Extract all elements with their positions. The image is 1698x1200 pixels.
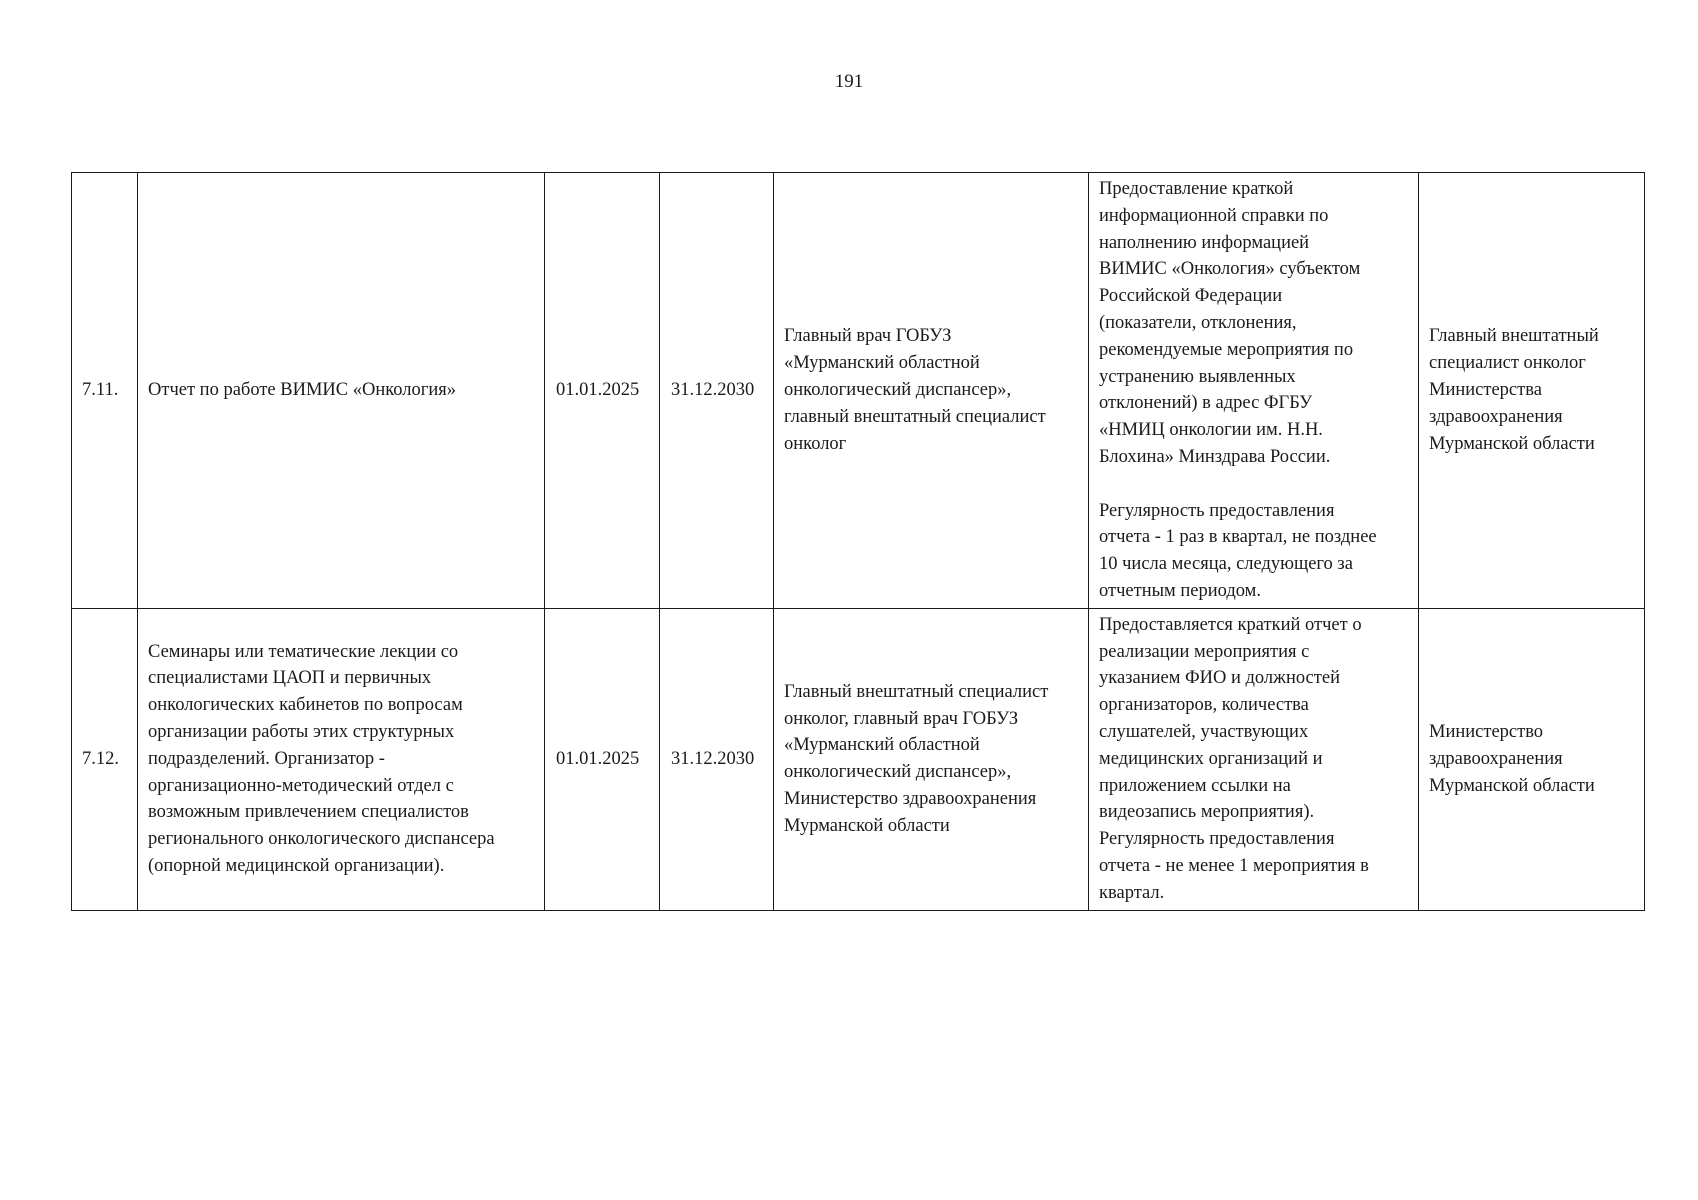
- responsible-executor: Главный врач ГОБУЗ «Мурманский областной онкологический диспансер», главный внештатный специалист онколог: [774, 173, 1089, 609]
- end-date: 31.12.2030: [660, 608, 774, 910]
- table-row: [72, 173, 1645, 609]
- table-row: [72, 608, 1645, 910]
- end-date: 31.12.2030: [660, 173, 774, 609]
- item-name: Отчет по работе ВИМИС «Онкология»: [138, 173, 545, 609]
- action-plan-table: [71, 172, 1645, 911]
- expected-result: Предоставляется краткий отчет о реализации мероприятия с указанием ФИО и должностей организаторов, количества слушателей, участвующих медицинских организаций и приложением ссылки на видеозапись мероприятия). Регулярность предоставления отчета - не менее 1 мероприятия в квартал.: [1089, 608, 1419, 910]
- responsible-executor: Главный внештатный специалист онколог, главный врач ГОБУЗ «Мурманский областной онкологический диспансер», Министерство здравоохранения Мурманской области: [774, 608, 1089, 910]
- controller: Министерство здравоохранения Мурманской области: [1419, 608, 1645, 910]
- item-name: Семинары или тематические лекции со специалистами ЦАОП и первичных онкологических кабинетов по вопросам организации работы этих структурных подразделений. Организатор - организационно-методический отдел с возможным привлечением специалистов регионального онкологического диспансера (опорной медицинской организации).: [138, 608, 545, 910]
- start-date: 01.01.2025: [545, 608, 660, 910]
- controller: Главный внештатный специалист онколог Министерства здравоохранения Мурманской области: [1419, 173, 1645, 609]
- item-number: 7.12.: [72, 608, 138, 910]
- start-date: 01.01.2025: [545, 173, 660, 609]
- item-number: 7.11.: [72, 173, 138, 609]
- expected-result: Предоставление краткой информационной справки по наполнению информацией ВИМИС «Онкология» субъектом Российской Федерации (показатели, отклонения, рекомендуемые мероприятия по устранению выявленных отклонений) в адрес ФГБУ «НМИЦ онкологии им. Н.Н. Блохина» Минздрава России. Регулярность предоставления отчета - 1 раз в квартал, не позднее 10 числа месяца, следующего за отчетным периодом.: [1089, 173, 1419, 609]
- page-number: 191: [834, 71, 864, 92]
